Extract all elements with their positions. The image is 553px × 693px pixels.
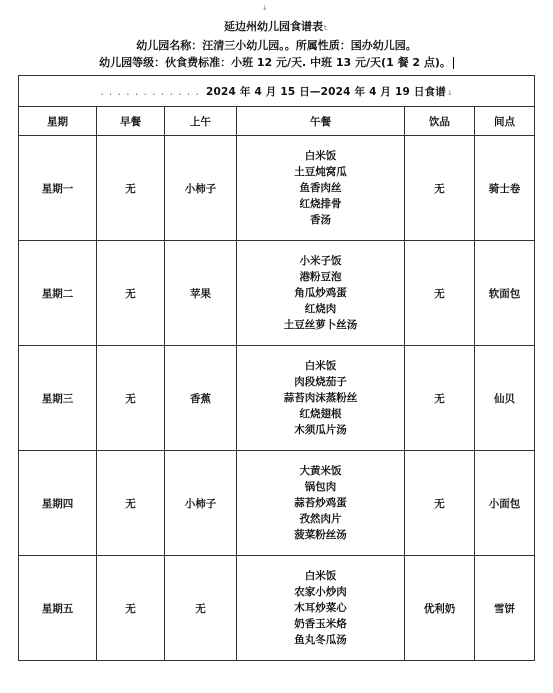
table-title: . . . . . . . . . . . . 2024 年 4 月 15 日—2024 年 4 月 19 日食谱↓ (19, 76, 535, 107)
lunch-dish: 土豆丝萝卜丝汤 (283, 319, 358, 331)
lunch-dish: 港粉豆泡 (299, 271, 342, 283)
afternoon-snack-cell: 仙贝 (475, 346, 535, 451)
morning-snack-cell: 小柿子 (165, 451, 237, 556)
lunch-dish: 蒜苔炒鸡蛋 (294, 497, 347, 509)
lunch-dish: 土豆炖窝瓜 (294, 166, 347, 178)
breakfast-cell: 无 (97, 451, 165, 556)
column-header: 午餐 (237, 107, 405, 136)
lunch-dish: 孜然肉片 (299, 513, 342, 525)
drink-cell: 无 (405, 241, 475, 346)
morning-snack-cell: 香蕉 (165, 346, 237, 451)
lunch-dish: 红烧翅根 (299, 408, 342, 420)
lunch-dish: 鱼丸冬瓜汤 (294, 634, 347, 646)
day-cell: 星期二 (19, 241, 97, 346)
lunch-dish: 木须瓜片汤 (294, 424, 347, 436)
day-cell: 星期五 (19, 556, 97, 661)
lunch-dish: 白米饭 (304, 150, 337, 162)
table-row (19, 556, 535, 661)
paragraph-mark: ↓ (262, 4, 268, 12)
lunch-dish: 大黄米饭 (299, 465, 342, 477)
drink-cell: 无 (405, 136, 475, 241)
lunch-dish: 菠菜粉丝汤 (294, 529, 347, 541)
day-cell: 星期三 (19, 346, 97, 451)
lunch-dish: 角瓜炒鸡蛋 (294, 287, 347, 299)
lunch-dish: 红烧肉 (304, 303, 337, 315)
morning-snack-cell: 无 (165, 556, 237, 661)
table-row (19, 241, 535, 346)
kindergarten-info-line: 幼儿园名称：汪清三小幼儿园。。所属性质：国办幼儿园。 (136, 39, 417, 52)
morning-snack-cell: 小柿子 (165, 136, 237, 241)
day-cell: 星期四 (19, 451, 97, 556)
column-header: 间点 (475, 107, 535, 136)
lunch-cell (237, 241, 405, 346)
table-header-row (19, 107, 535, 136)
lunch-dish: 白米饭 (304, 360, 337, 372)
lunch-dish: 肉段烧茄子 (294, 376, 347, 388)
lunch-dish: 农家小炒肉 (294, 586, 347, 598)
lunch-dish: 木耳炒菜心 (294, 602, 347, 614)
text-cursor (453, 57, 454, 69)
breakfast-cell: 无 (97, 556, 165, 661)
afternoon-snack-cell: 雪饼 (475, 556, 535, 661)
column-header: 早餐 (97, 107, 165, 136)
lunch-cell (237, 451, 405, 556)
drink-cell: 无 (405, 451, 475, 556)
column-header: 上午 (165, 107, 237, 136)
document-header (0, 0, 553, 71)
document-title: 延边州幼儿园食谱表t. (224, 20, 329, 33)
lunch-dish: 小米子饭 (299, 255, 342, 267)
lunch-dish: 鱼香肉丝 (299, 182, 342, 194)
lunch-dish: 白米饭 (304, 570, 337, 582)
lunch-dish: 香汤 (310, 214, 331, 226)
breakfast-cell: 无 (97, 136, 165, 241)
lunch-dish: 红烧排骨 (299, 198, 342, 210)
lunch-cell (237, 136, 405, 241)
morning-snack-cell: 苹果 (165, 241, 237, 346)
column-header: 饮品 (405, 107, 475, 136)
table-row (19, 136, 535, 241)
breakfast-cell: 无 (97, 346, 165, 451)
afternoon-snack-cell: 骑士卷 (475, 136, 535, 241)
lunch-dish: 锅包肉 (304, 481, 337, 493)
afternoon-snack-cell: 小面包 (475, 451, 535, 556)
afternoon-snack-cell: 软面包 (475, 241, 535, 346)
menu-table (18, 75, 535, 661)
table-row (19, 346, 535, 451)
drink-cell: 无 (405, 346, 475, 451)
table-row (19, 451, 535, 556)
breakfast-cell: 无 (97, 241, 165, 346)
lunch-dish: 蒜苔肉沫蒸粉丝 (283, 392, 358, 404)
table-title-row (19, 76, 535, 107)
column-header: 星期 (19, 107, 97, 136)
fee-standard-line: 幼儿园等级：伙食费标准：小班 12 元/天. 中班 13 元/天(1 餐 2 点)。 (0, 54, 553, 71)
day-cell: 星期一 (19, 136, 97, 241)
lunch-cell (237, 556, 405, 661)
lunch-dish: 奶香玉米烙 (294, 618, 347, 630)
lunch-cell (237, 346, 405, 451)
drink-cell: 优利奶 (405, 556, 475, 661)
